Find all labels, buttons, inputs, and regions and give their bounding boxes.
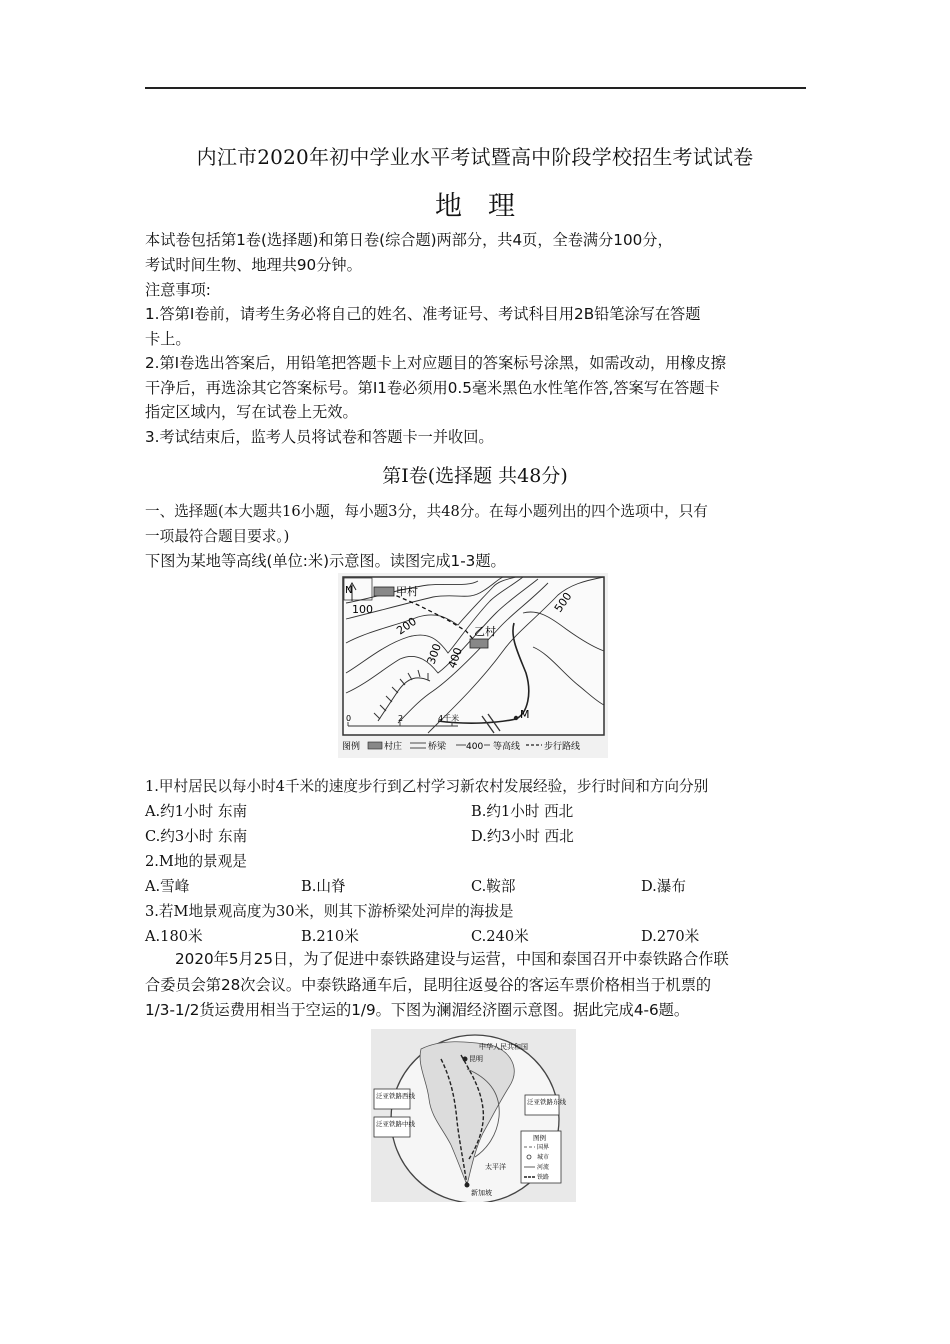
subject-title: 地理 [435, 191, 541, 222]
passage-line-3: 1/3-1/2货运费用相当于空运的1/9。下图为澜湄经济圈示意图。据此完成4-6题。 [145, 1001, 690, 1019]
legend2-title: 图例 [533, 1134, 546, 1142]
instructions-line-2: 考试时间生物、地理共90分钟。 [145, 256, 362, 274]
section-intro-b: 一项最符合题目要求。) [145, 528, 290, 545]
q2-option-c: C.鞍部 [471, 878, 516, 895]
village-a-label: 甲村 [396, 585, 418, 598]
legend2-city: 城市 [537, 1154, 550, 1161]
q2-option-b: B.山脊 [301, 878, 346, 895]
legend-contour: 等高线 [493, 742, 521, 752]
q3-option-b: B.210米 [301, 928, 359, 945]
notice-item-1b: 卡上。 [145, 330, 191, 348]
q3-option-c: C.240米 [471, 928, 529, 945]
q1-option-c: C.约3小时 东南 [145, 828, 248, 845]
lancang-mekong-map [371, 1029, 576, 1202]
q2-option-a: A.雪峰 [145, 878, 190, 895]
ocean-label: 太平洋 [485, 1163, 506, 1171]
contour-300-label: 300 [424, 641, 445, 667]
east-line-label: 泛亚铁路东线 [527, 1098, 566, 1106]
legend-contour-value: 400 [466, 742, 484, 752]
notice-item-2c: 指定区域内，写在试卷上无效。 [145, 403, 358, 421]
kunming-label: 昆明 [469, 1055, 483, 1063]
north-arrow-label: N [345, 585, 353, 596]
section-intro-a: 一、选择题(本大题共16小题，每小题3分，共48分。在每小题列出的四个选项中，只有 [145, 503, 708, 520]
notice-heading: 注意事项: [145, 281, 211, 299]
legend-bridge: 桥梁 [428, 742, 447, 752]
contour-400-label: 400 [445, 645, 466, 671]
point-m-label: M [520, 708, 530, 721]
q3-option-a: A.180米 [145, 928, 203, 945]
passage-line-2: 合委员会第28次会议。中泰铁路通车后，昆明往返曼谷的客运车票价格相当于机票的 [145, 976, 712, 994]
singapore-label: 新加坡 [471, 1189, 492, 1197]
contour-map [338, 573, 608, 758]
legend2-railway: 铁路 [537, 1174, 550, 1181]
exam-title: 内江市2020年初中学业水平考试暨高中阶段学校招生考试试卷 [196, 145, 754, 169]
scale-four-label: 4千米 [438, 714, 460, 723]
q2-stem: 2.M地的景观是 [145, 853, 247, 870]
legend-route: 步行路线 [544, 742, 581, 752]
scale-two-label: 2 [398, 714, 404, 723]
q2-option-d: D.瀑布 [641, 878, 687, 895]
section-heading: 第I卷(选择题 共48分) [382, 465, 568, 487]
middle-line-label: 泛亚铁路中线 [376, 1120, 415, 1128]
notice-item-2a: 2.第I卷选出答案后，用铅笔把答题卡上对应题目的答案标号涂黑，如需改动，用橡皮擦 [145, 354, 726, 372]
legend2-river: 河流 [537, 1164, 550, 1171]
country-label: 中华人民共和国 [479, 1043, 528, 1051]
legend-village: 村庄 [384, 742, 403, 752]
q1-option-a: A.约1小时 东南 [145, 803, 248, 820]
legend2-border: 国界 [537, 1144, 550, 1151]
passage-line-1: 2020年5月25日，为了促进中泰铁路建设与运营，中国和泰国召开中泰铁路合作联 [175, 950, 729, 968]
contour-100-label: 100 [352, 603, 373, 616]
q3-option-d: D.270米 [641, 928, 700, 945]
group1-prompt: 下图为某地等高线(单位:米)示意图。读图完成1-3题。 [145, 552, 506, 570]
q1-option-d: D.约3小时 西北 [471, 828, 574, 845]
notice-item-2b: 干净后，再选涂其它答案标号。第I1卷必须用0.5毫米黑色水性笔作答,答案写在答题卡 [145, 379, 720, 397]
q3-stem: 3.若M地景观高度为30米，则其下游桥梁处河岸的海拔是 [145, 903, 514, 920]
scale-zero-label: 0 [346, 714, 352, 723]
village-b-label: 乙村 [474, 625, 496, 638]
legend-title: 图例 [342, 742, 361, 752]
contour-200-label: 200 [394, 614, 419, 638]
top-rule [145, 87, 806, 89]
q1-stem: 1.甲村居民以每小时4千米的速度步行到乙村学习新农村发展经验，步行时间和方向分别 [145, 778, 709, 795]
instructions-line-1: 本试卷包括第1卷(选择题)和第日卷(综合题)两部分，共4页，全卷满分100分， [145, 231, 673, 249]
notice-item-1a: 1.答第I卷前，请考生务必将自己的姓名、准考证号、考试科目用2B铅笔涂写在答题 [145, 305, 701, 323]
notice-item-3: 3.考试结束后，监考人员将试卷和答题卡一并收回。 [145, 428, 494, 446]
west-line-label: 泛亚铁路西线 [376, 1092, 415, 1100]
q1-option-b: B.约1小时 西北 [471, 803, 574, 820]
contour-500-label: 500 [551, 590, 575, 615]
